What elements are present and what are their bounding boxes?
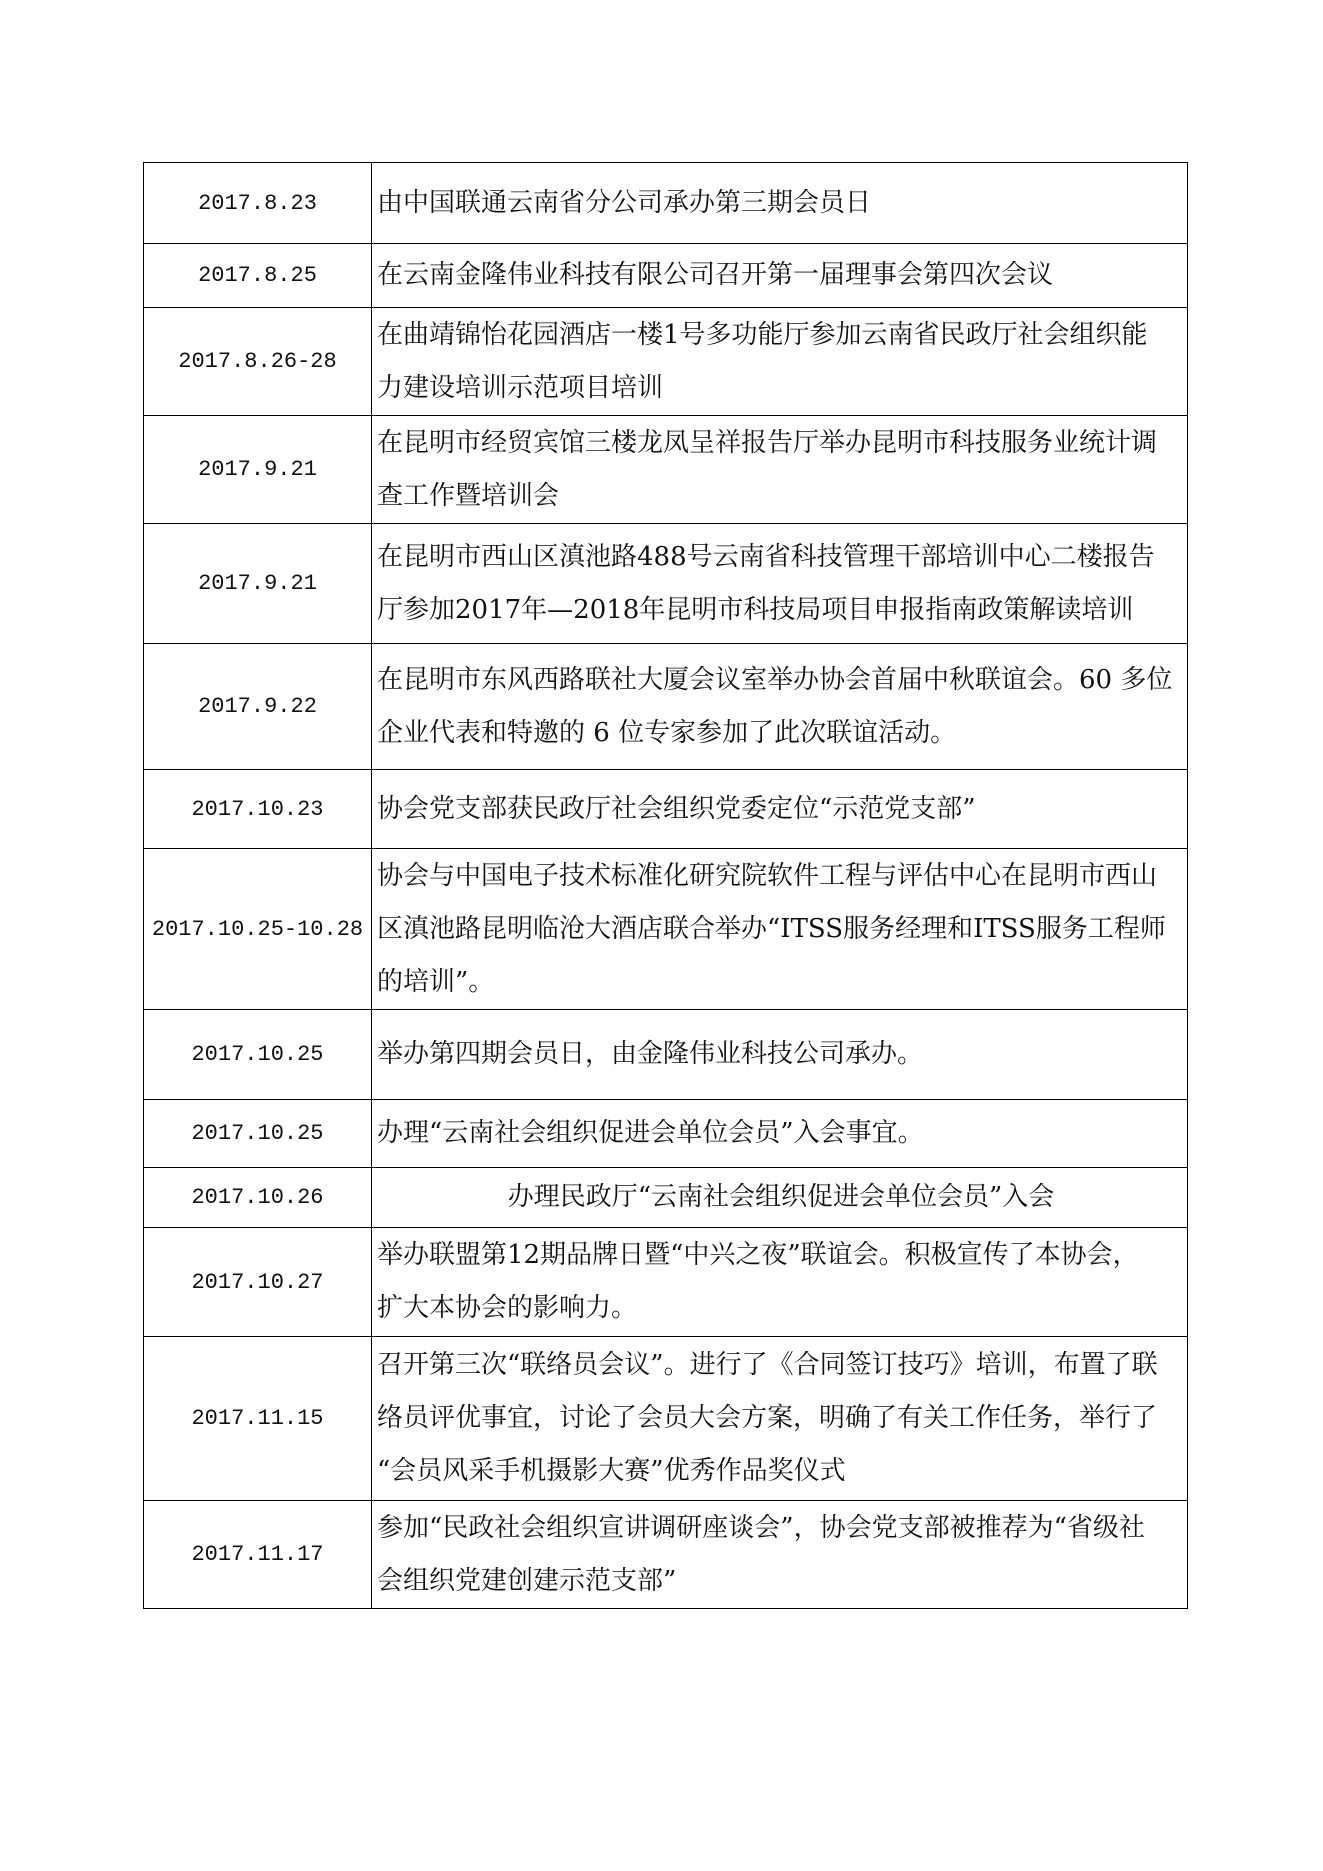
table-row [144,1227,1187,1336]
table-row [144,243,1187,307]
event-cell [372,416,1187,523]
event-text-line: 企业代表和特邀的 6 位专家参加了此次联谊活动。 [377,717,957,748]
event-text-line: 会组织党建创建示范支部” [377,1565,677,1596]
date-cell: 2017.10.25 [144,1010,372,1099]
table-row [144,1009,1187,1099]
event-text-line: 协会党支部获民政厅社会组织党委定位“示范党支部” [377,793,976,824]
event-text-line: 扩大本协会的影响力。 [377,1293,638,1323]
event-text-line: 在昆明市经贸宾馆三楼龙凤呈祥报告厅举办昆明市科技服务业统计调 [377,427,1158,458]
date-cell: 2017.8.23 [144,163,372,243]
date-cell: 2017.9.21 [144,524,372,643]
table-row [144,523,1187,643]
table-row [144,848,1187,1009]
table-row [144,1167,1187,1227]
event-cell [372,849,1187,1009]
table-row [144,1099,1187,1167]
date-cell: 2017.10.26 [144,1168,372,1227]
date-cell: 2017.11.17 [144,1501,372,1608]
table-row [144,769,1187,848]
event-text-line: 的培训”。 [377,966,495,997]
table-row [144,643,1187,769]
event-cell [372,308,1187,415]
event-text-line: 协会与中国电子技术标准化研究院软件工程与评估中心在昆明市西山 [377,860,1158,891]
event-text-line: 在昆明市西山区滇池路488号云南省科技管理干部培训中心二楼报告 [377,541,1155,572]
table-row [144,163,1187,243]
date-cell: 2017.11.15 [144,1337,372,1500]
event-text-line: 力建设培训示范项目培训 [377,372,664,403]
event-cell [372,524,1187,643]
date-cell: 2017.10.23 [144,770,372,848]
event-text-line: 举办联盟第12期品牌日暨“中兴之夜”联谊会。积极宣传了本协会， [377,1240,1139,1270]
date-cell: 2017.9.22 [144,644,372,769]
event-cell [372,770,1187,848]
event-text-line: 络员评优事宜，讨论了会员大会方案，明确了有关工作任务，举行了 [377,1403,1158,1433]
table-row [144,415,1187,523]
event-cell [372,644,1187,769]
event-cell [372,1168,1187,1227]
event-text-line: 办理民政厅“云南社会组织促进会单位会员”入会 [507,1182,1055,1212]
date-cell: 2017.8.25 [144,244,372,307]
table-row [144,1500,1187,1608]
event-cell [372,163,1187,243]
event-cell [372,1228,1187,1336]
table-row [144,1336,1187,1500]
event-cell [372,244,1187,307]
event-text-line: 召开第三次“联络员会议”。进行了《合同签订技巧》培训，布置了联 [377,1350,1158,1380]
date-cell: 2017.10.25 [144,1100,372,1167]
date-cell: 2017.8.26-28 [144,308,372,415]
event-text-line: 由中国联通云南省分公司承办第三期会员日 [377,187,872,218]
event-text-line: 在曲靖锦怡花园酒店一楼1号多功能厅参加云南省民政厅社会组织能 [377,319,1148,350]
event-text-line: 区滇池路昆明临沧大酒店联合举办“ITSS服务经理和ITSS服务工程师 [377,913,1166,944]
event-cell [372,1501,1187,1608]
event-table [143,162,1188,1609]
table-row [144,307,1187,415]
event-text-line: 厅参加2017年—2018年昆明市科技局项目申报指南政策解读培训 [377,594,1134,625]
event-text-line: “会员风采手机摄影大赛”优秀作品奖仪式 [377,1456,846,1486]
event-text-line: 在云南金隆伟业科技有限公司召开第一届理事会第四次会议 [377,260,1054,290]
date-cell: 2017.10.25-10.28 [144,849,372,1009]
event-text-line: 办理“云南社会组织促进会单位会员”入会事宜。 [377,1118,924,1148]
date-cell: 2017.10.27 [144,1228,372,1336]
date-cell: 2017.9.21 [144,416,372,523]
event-text-line: 举办第四期会员日，由金隆伟业科技公司承办。 [377,1039,924,1069]
event-text-line: 在昆明市东风西路联社大厦会议室举办协会首届中秋联谊会。60 多位 [377,664,1173,695]
event-text-line: 查工作暨培训会 [377,480,560,511]
event-cell [372,1337,1187,1500]
event-cell [372,1010,1187,1099]
event-cell [372,1100,1187,1167]
event-text-line: 参加“民政社会组织宣讲调研座谈会”，协会党支部被推荐为“省级社 [377,1512,1145,1543]
